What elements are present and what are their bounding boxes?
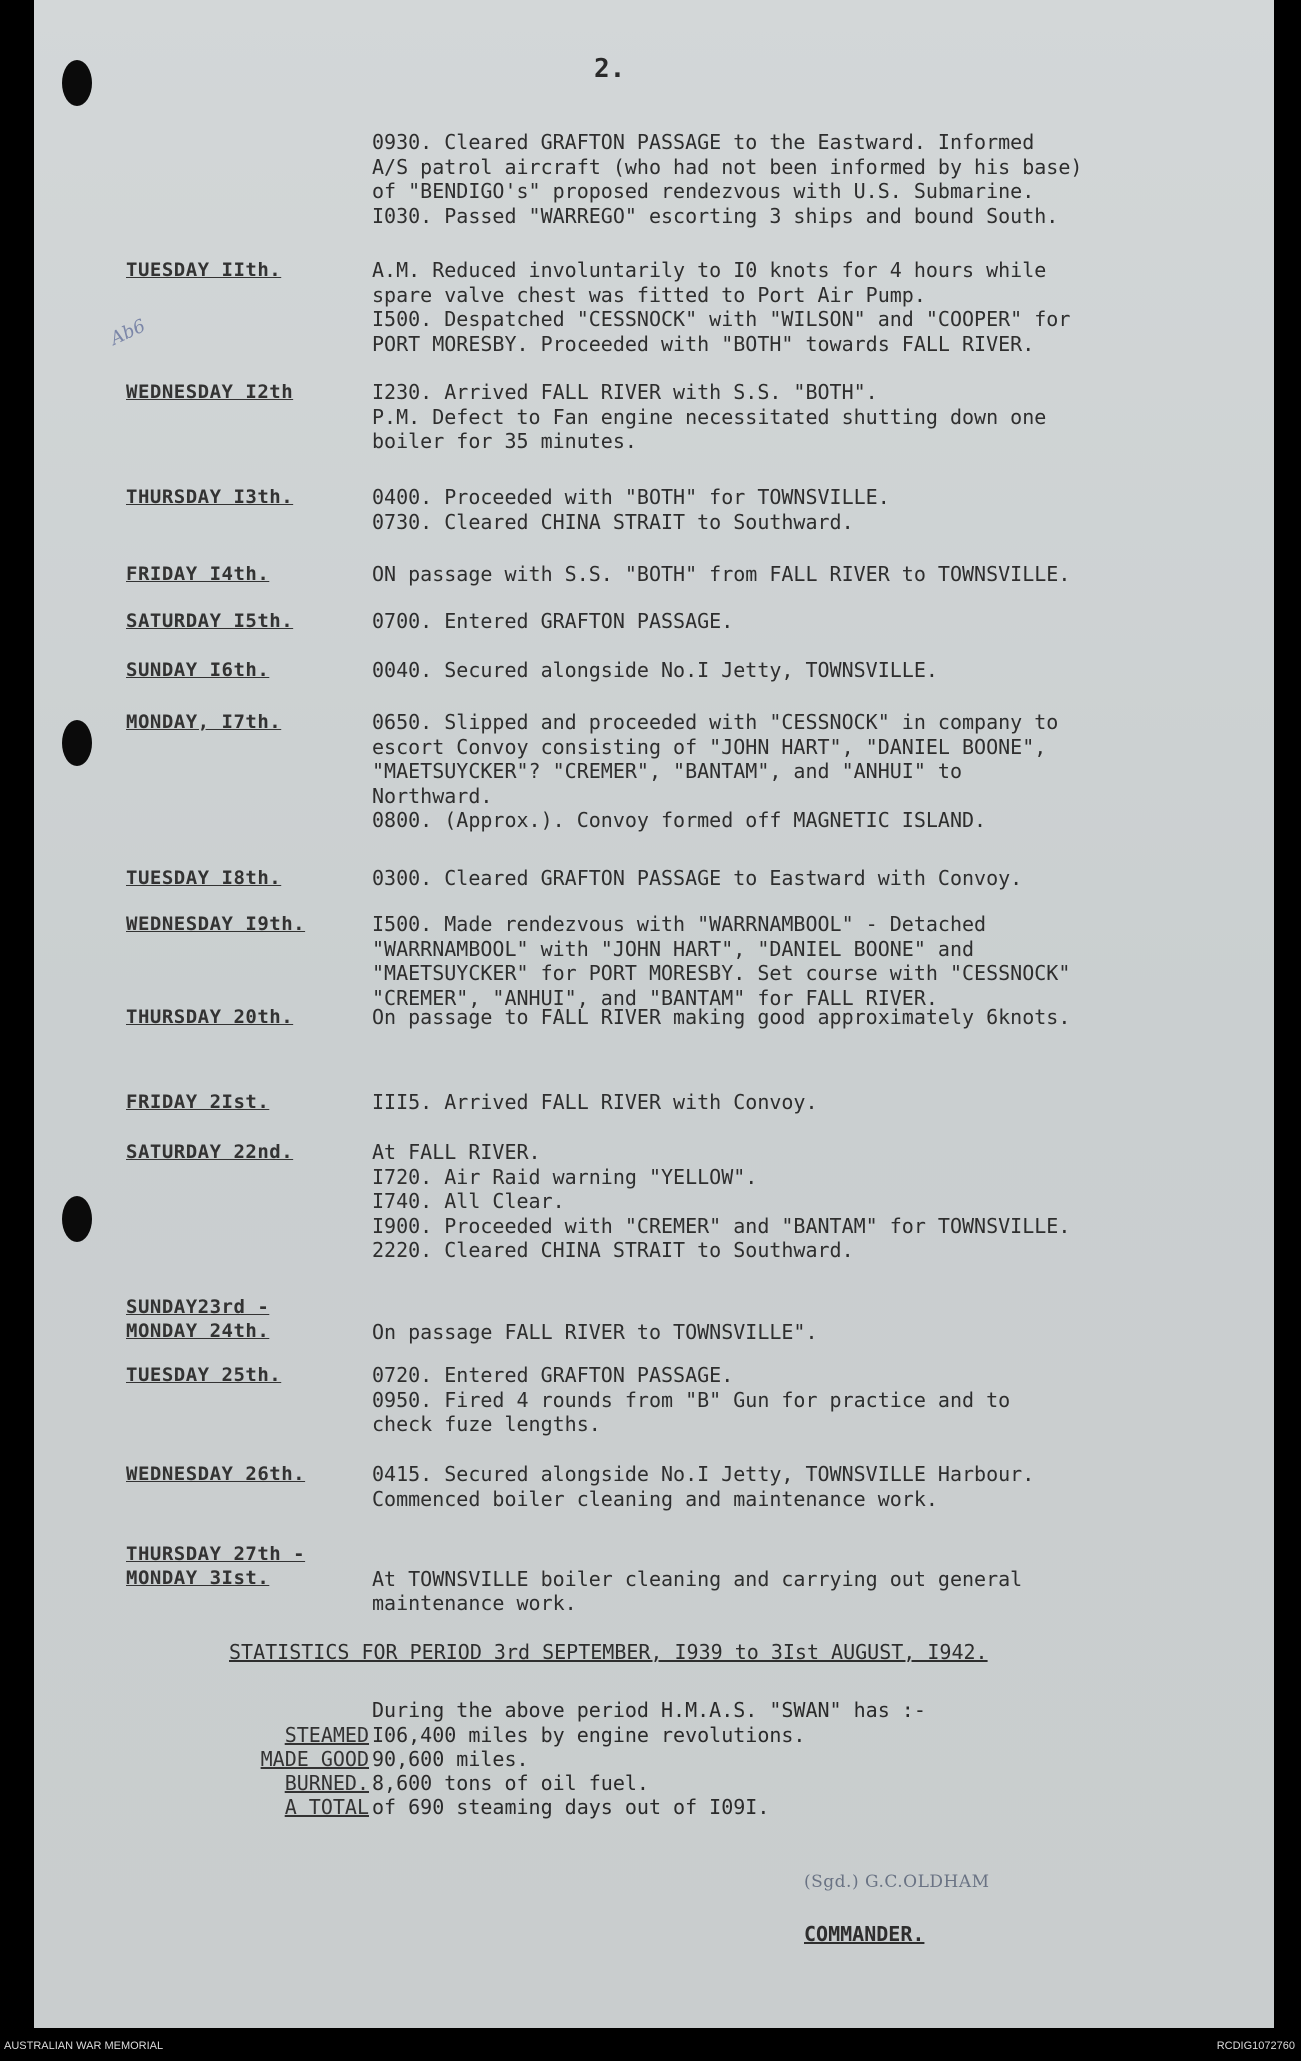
statistics-value: 90,600 miles.: [372, 1747, 529, 1771]
log-date-line: SATURDAY 22nd.: [126, 1141, 294, 1163]
log-text-line: I500. Made rendezvous with "WARRNAMBOOL" - Detached: [372, 912, 987, 936]
log-text-line: 0730. Cleared CHINA STRAIT to Southward.: [372, 509, 854, 534]
log-date-line: SUNDAY I6th.: [126, 659, 270, 681]
statistics-label: MADE GOOD: [260, 1747, 369, 1771]
log-text-line: [372, 1542, 1262, 1567]
log-text-line: III5. Arrived FALL RIVER with Convoy.: [372, 1090, 818, 1114]
log-date: [126, 1542, 376, 1590]
statistics-row: [34, 1771, 1274, 1796]
statistics-label: A TOTAL: [284, 1795, 369, 1819]
log-date: [126, 258, 376, 282]
log-text-line: I720. Air Raid warning "YELLOW".: [372, 1164, 758, 1189]
log-date: [126, 562, 376, 586]
page-number: 2.: [594, 54, 626, 84]
log-text-line: 0040. Secured alongside No.I Jetty, TOWNSVILLE.: [372, 658, 938, 682]
log-text-line: "MAETSUYCKER" for PORT MORESBY. Set course with "CESSNOCK": [372, 961, 1071, 985]
log-date: [126, 1363, 376, 1387]
log-text-line: check fuze lengths.: [372, 1412, 601, 1436]
log-date: [126, 658, 376, 682]
log-text-line: 0720. Entered GRAFTON PASSAGE.: [372, 1363, 734, 1387]
log-text-line: At TOWNSVILLE boiler cleaning and carrying out general: [372, 1566, 1023, 1591]
signatory-rank: COMMANDER.: [804, 1922, 925, 1946]
log-text-line: A/S patrol aircraft (who had not been informed by his base): [372, 154, 1083, 179]
statistics-row: [34, 1747, 1274, 1772]
log-text: [372, 1140, 1262, 1263]
log-text: [372, 1295, 1262, 1344]
log-text-line: of "BENDIGO's" proposed rendezvous with U.S. Submarine.: [372, 179, 1035, 203]
log-text-line: On passage to FALL RIVER making good approximately 6knots.: [372, 1005, 1071, 1029]
log-date: [126, 380, 376, 404]
log-date-line: THURSDAY I3th.: [126, 486, 294, 508]
log-date: [126, 1090, 376, 1114]
log-date-line: THURSDAY 20th.: [126, 1006, 294, 1028]
document-page: [34, 0, 1274, 2028]
log-text: [372, 485, 1262, 534]
log-date-line: WEDNESDAY 26th.: [126, 1463, 306, 1485]
log-date: [126, 866, 376, 890]
log-text-line: 0415. Secured alongside No.I Jetty, TOWNSVILLE Harbour.: [372, 1462, 1035, 1486]
log-text-line: 0930. Cleared GRAFTON PASSAGE to the Eastward. Informed: [372, 130, 1035, 154]
log-date: [126, 1005, 376, 1029]
log-date-line: TUESDAY I8th.: [126, 867, 282, 889]
log-text-line: On passage FALL RIVER to TOWNSVILLE".: [372, 1319, 818, 1344]
log-text: [372, 609, 1262, 634]
log-text: [372, 710, 1262, 833]
log-text-line: maintenance work.: [372, 1591, 577, 1615]
log-text-line: P.M. Defect to Fan engine necessitated shutting down one: [372, 404, 1047, 429]
log-text-line: 0300. Cleared GRAFTON PASSAGE to Eastward with Convoy.: [372, 866, 1023, 890]
log-date-line: SATURDAY I5th.: [126, 610, 294, 632]
log-date: [126, 609, 376, 633]
statistics-row: [34, 1795, 1274, 1820]
log-text-line: boiler for 35 minutes.: [372, 429, 637, 453]
log-text-line: Northward.: [372, 783, 493, 808]
log-date-line: MONDAY 24th.: [126, 1320, 270, 1342]
statistics-title: STATISTICS FOR PERIOD 3rd SEPTEMBER, I939 to 3Ist AUGUST, I942.: [229, 1640, 988, 1664]
log-text-line: 0400. Proceeded with "BOTH" for TOWNSVILLE.: [372, 485, 890, 509]
log-date-line: THURSDAY 27th -: [126, 1543, 306, 1565]
log-text-line: "CREMER", "ANHUI", and "BANTAM" for FALL RIVER.: [372, 985, 938, 1010]
log-text: [372, 1462, 1262, 1511]
log-text: [372, 1363, 1262, 1437]
punch-hole: [62, 720, 92, 766]
archive-footer-left: AUSTRALIAN WAR MEMORIAL: [4, 2040, 164, 2052]
log-text-line: A.M. Reduced involuntarily to I0 knots for 4 hours while: [372, 258, 1047, 282]
marginal-pencil-note: Ab6: [107, 315, 149, 350]
log-text-line: 2220. Cleared CHINA STRAIT to Southward.: [372, 1238, 854, 1262]
log-date-line: FRIDAY 2Ist.: [126, 1091, 270, 1113]
punch-hole: [62, 1196, 92, 1242]
statistics-row: [34, 1723, 1274, 1748]
log-date: [126, 1140, 376, 1164]
log-text-line: I500. Despatched "CESSNOCK" with "WILSON" and "COOPER" for: [372, 307, 1071, 331]
log-text: [372, 912, 1262, 1010]
log-text-line: 0700. Entered GRAFTON PASSAGE.: [372, 609, 734, 633]
log-text-line: At FALL RIVER.: [372, 1140, 541, 1164]
log-date-line: SUNDAY23rd -: [126, 1296, 270, 1318]
log-text-line: 0800. (Approx.). Convoy formed off MAGNETIC ISLAND.: [372, 808, 987, 832]
log-date: [126, 1295, 376, 1343]
log-text: [372, 1542, 1262, 1616]
log-text-line: I740. All Clear.: [372, 1189, 565, 1213]
log-text-line: 0950. Fired 4 rounds from "B" Gun for practice and to: [372, 1387, 1011, 1412]
log-date-line: TUESDAY 25th.: [126, 1364, 282, 1386]
log-text: [372, 380, 1262, 454]
archive-footer-right: RCDIG1072760: [1216, 2040, 1295, 2052]
signature-stamp: (Sgd.) G.C.OLDHAM: [804, 1872, 990, 1892]
log-date-line: TUESDAY IIth.: [126, 259, 282, 281]
log-text: [372, 658, 1262, 683]
log-date: [126, 710, 376, 734]
log-text-line: I230. Arrived FALL RIVER with S.S. "BOTH".: [372, 380, 878, 404]
statistics-intro: During the above period H.M.A.S. "SWAN" has :-: [372, 1698, 926, 1722]
log-date-line: FRIDAY I4th.: [126, 563, 270, 585]
log-date-line: MONDAY, I7th.: [126, 711, 282, 733]
log-date: [126, 1462, 376, 1486]
log-date-line: WEDNESDAY I9th.: [126, 913, 306, 935]
log-text: [372, 562, 1262, 587]
log-text-line: I030. Passed "WARREGO" escorting 3 ships and bound South.: [372, 203, 1059, 228]
statistics-value: 8,600 tons of oil fuel.: [372, 1771, 649, 1795]
log-date-line: MONDAY 3Ist.: [126, 1567, 270, 1589]
statistics-label: STEAMED: [284, 1723, 369, 1747]
log-text: [372, 1005, 1262, 1030]
log-text-line: escort Convoy consisting of "JOHN HART", "DANIEL BOONE",: [372, 734, 1047, 759]
punch-hole: [62, 60, 92, 106]
log-text-line: I900. Proceeded with "CREMER" and "BANTAM" for TOWNSVILLE.: [372, 1213, 1071, 1238]
log-text-line: "MAETSUYCKER"? "CREMER", "BANTAM", and "ANHUI" to: [372, 759, 963, 783]
log-text-line: spare valve chest was fitted to Port Air Pump.: [372, 282, 926, 307]
log-text: [372, 866, 1262, 891]
log-text-line: Commenced boiler cleaning and maintenance work.: [372, 1486, 938, 1511]
statistics-value: I06,400 miles by engine revolutions.: [372, 1723, 806, 1747]
statistics-value: of 690 steaming days out of I09I.: [372, 1795, 770, 1819]
log-text-line: "WARRNAMBOOL" with "JOHN HART", "DANIEL BOONE" and: [372, 936, 975, 961]
log-text: [372, 1090, 1262, 1115]
statistics-label: BURNED.: [284, 1771, 369, 1795]
log-text-line: 0650. Slipped and proceeded with "CESSNOCK" in company to: [372, 710, 1059, 734]
log-text: [372, 258, 1262, 356]
log-text: [372, 130, 1262, 228]
log-text-line: PORT MORESBY. Proceeded with "BOTH" towards FALL RIVER.: [372, 331, 1035, 356]
log-date: [126, 485, 376, 509]
log-text-line: [372, 1295, 1262, 1320]
log-date: [126, 912, 376, 936]
log-text-line: ON passage with S.S. "BOTH" from FALL RIVER to TOWNSVILLE.: [372, 562, 1071, 586]
log-date-line: WEDNESDAY I2th: [126, 381, 294, 403]
